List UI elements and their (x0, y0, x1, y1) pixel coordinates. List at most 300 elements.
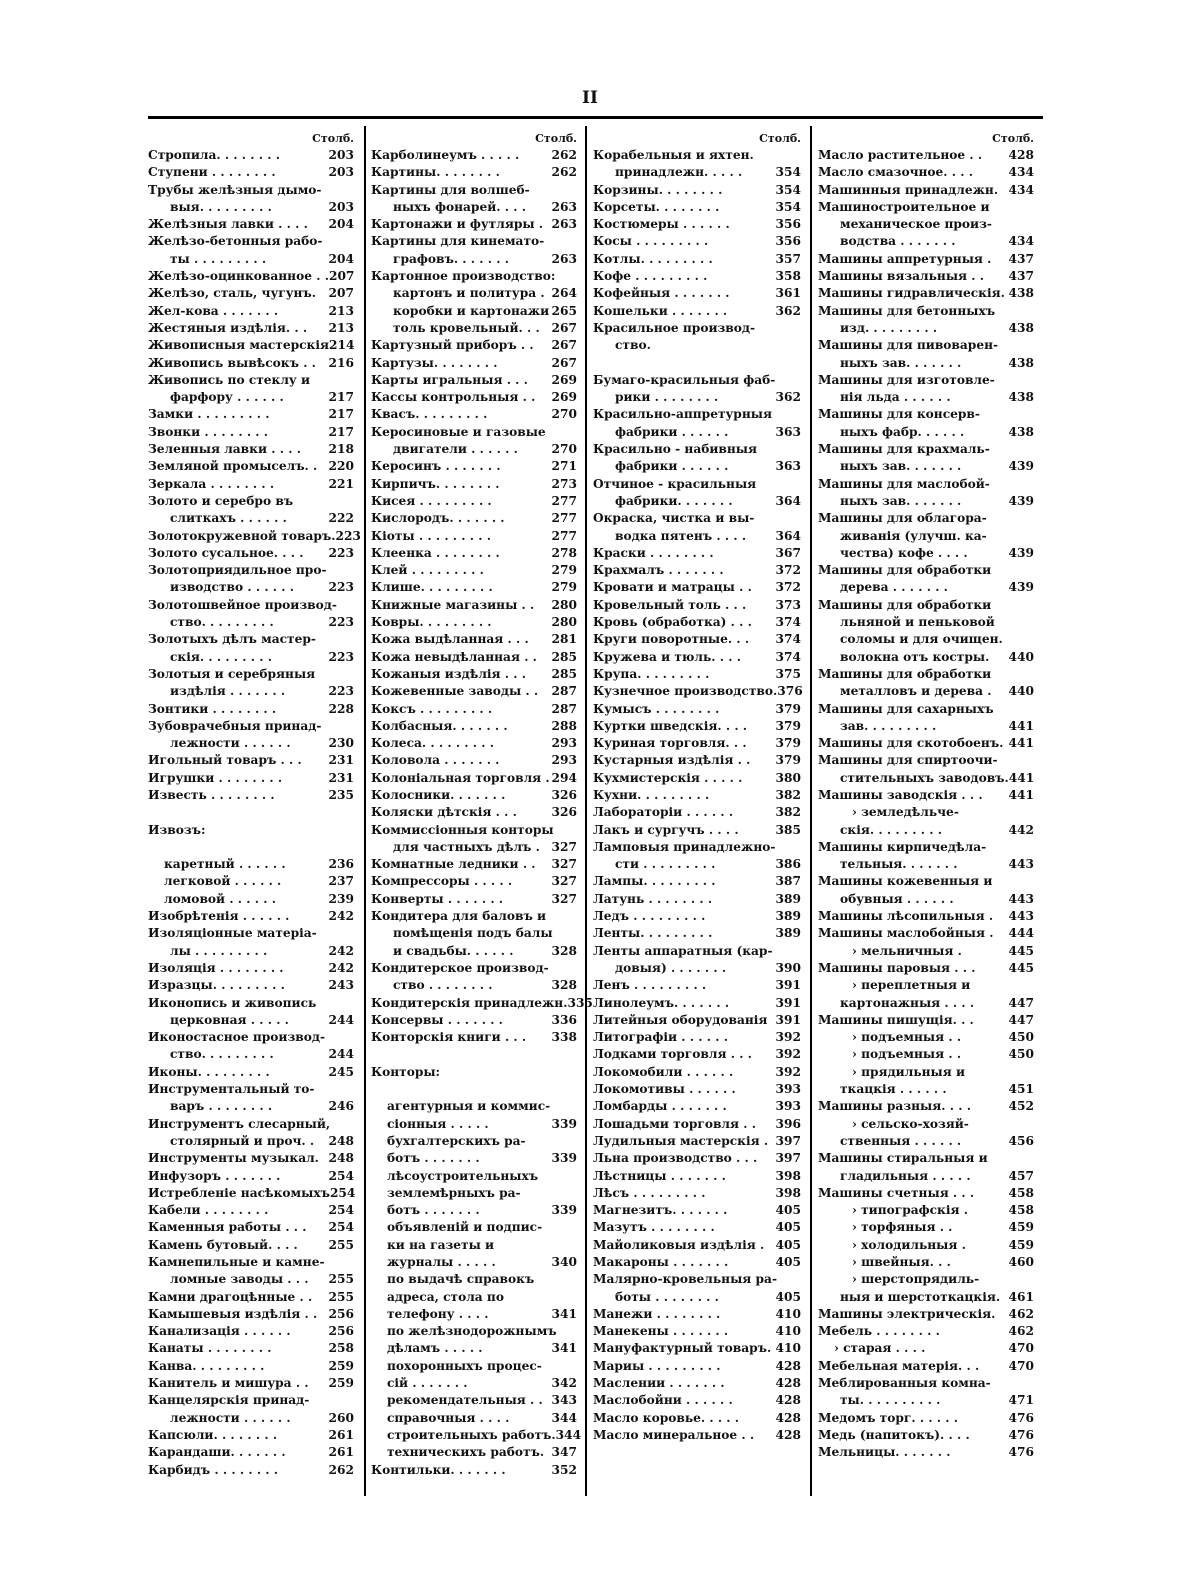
index-entry (148, 285, 354, 302)
entry-column-number: 456 (1008, 1133, 1034, 1148)
index-entry (818, 908, 1034, 925)
entry-label: Кофейныя . . . . . . . (593, 286, 730, 301)
entry-label: Малярно-кровельныя ра- (593, 1272, 778, 1287)
entry-column-number: 389 (775, 909, 801, 924)
index-entry (818, 1340, 1034, 1357)
index-entry (371, 1046, 577, 1063)
entry-label: двигатели . . . . . . (393, 442, 518, 457)
index-entry (818, 1427, 1034, 1444)
index-entry (818, 1185, 1034, 1202)
index-entry (593, 441, 801, 458)
entry-label: Ступени . . . . . . . . (148, 165, 276, 180)
index-entry (148, 164, 354, 181)
entry-label: соломы и для очищен. (840, 632, 1003, 647)
index-entry (148, 233, 354, 250)
index-entry (148, 545, 354, 562)
entry-label: ки на газеты и (387, 1237, 495, 1252)
entry-label: ство. (615, 338, 651, 353)
index-entry (818, 1150, 1034, 1167)
entry-column-number: 437 (1008, 269, 1034, 284)
entry-column-number: 387 (775, 874, 801, 889)
index-column-4 (818, 130, 1034, 1462)
index-entry (148, 458, 354, 475)
entry-label: Золотоприядильное про- (148, 563, 327, 578)
index-entry (371, 856, 577, 873)
entry-label: каретный . . . . . . (164, 857, 286, 872)
index-entry (593, 355, 801, 372)
index-entry (371, 960, 577, 977)
entry-label: Машины для обработки (818, 597, 992, 612)
entry-column-number: 277 (551, 493, 577, 508)
entry-column-number: 236 (328, 857, 354, 872)
index-entry (818, 545, 1034, 562)
entry-label: Кухни. . . . . . . . . (593, 787, 710, 802)
entry-label: Картузный приборъ . . (371, 338, 534, 353)
entry-column-number: 242 (328, 960, 354, 975)
entry-label: Колоніальная торговля . (371, 770, 550, 785)
entry-label: Литейныя оборудованія (593, 1012, 768, 1027)
index-entry (593, 1098, 801, 1115)
index-entry (148, 614, 354, 631)
index-entry (148, 1150, 354, 1167)
entry-label: Живопись по стеклу и (148, 372, 311, 387)
entry-label: Машины вязальныя . . (818, 269, 985, 284)
index-entry (818, 1323, 1034, 1340)
entry-column-number: 438 (1008, 286, 1034, 301)
column-heading: Столб. (535, 132, 577, 145)
entry-column-number: 447 (1008, 1012, 1034, 1027)
entry-label: › подъемныя . . (852, 1047, 962, 1062)
index-entry (593, 562, 801, 579)
entry-column-number: 218 (328, 442, 354, 457)
entry-label: Машины для консерв- (818, 407, 980, 422)
index-entry (148, 1271, 354, 1288)
index-entry (371, 683, 577, 700)
entry-column-number: 434 (1008, 234, 1034, 249)
column-divider (585, 126, 587, 1496)
entry-column-number: 457 (1008, 1168, 1034, 1183)
index-entry (371, 562, 577, 579)
index-entry (148, 337, 354, 354)
entry-label: агентурныя и коммис- (387, 1099, 551, 1114)
index-entry (818, 1046, 1034, 1063)
index-entry (593, 1254, 801, 1271)
entry-column-number: 339 (551, 1203, 577, 1218)
index-entry (371, 216, 577, 233)
entry-label: Живописныя мастерскія (148, 338, 329, 353)
index-entry (593, 1410, 801, 1427)
entry-column-number: 217 (328, 390, 354, 405)
entry-label: картонъ и политура . (393, 286, 545, 301)
entry-label: Кислородъ. . . . . . . (371, 511, 505, 526)
index-entry (148, 1462, 354, 1479)
entry-label: Канитель и мишура . . (148, 1376, 309, 1391)
index-entry (148, 1046, 354, 1063)
index-entry (818, 701, 1034, 718)
index-entry (593, 147, 801, 164)
entry-label: Кофе . . . . . . . . . (593, 269, 708, 284)
index-entry (593, 1237, 801, 1254)
index-entry (818, 1012, 1034, 1029)
entry-label: Колосники. . . . . . . (371, 787, 506, 802)
entry-label: лѣсоустроительныхъ (387, 1168, 539, 1183)
index-entry (593, 476, 801, 493)
entry-label: фабрики . . . . . . (615, 424, 729, 439)
index-entry (148, 752, 354, 769)
index-entry (818, 649, 1034, 666)
entry-label: гладильныя . . . . . (840, 1168, 971, 1183)
entry-column-number: 228 (328, 701, 354, 716)
index-entry (148, 1340, 354, 1357)
entry-column-number: 452 (1008, 1099, 1034, 1114)
entry-label: сти . . . . . . . . . (615, 857, 716, 872)
index-entry (148, 268, 354, 285)
entry-column-number: 393 (775, 1099, 801, 1114)
entry-label: Трубы желѣзныя дымо- (148, 182, 322, 197)
index-entry (818, 1168, 1034, 1185)
entry-column-number: 327 (551, 839, 577, 854)
entry-label: Книжные магазины . . (371, 597, 535, 612)
entry-label: Изобрѣтенія . . . . . . (148, 909, 290, 924)
index-entry (148, 666, 354, 683)
entry-column-number: 352 (551, 1462, 577, 1477)
entry-label: Жестяныя издѣлія. . . (148, 320, 308, 335)
entry-column-number: 410 (775, 1341, 801, 1356)
index-entry (818, 839, 1034, 856)
index-entry (818, 1444, 1034, 1461)
entry-label: Машины счетныя . . . (818, 1185, 975, 1200)
entry-column-number: 444 (1008, 926, 1034, 941)
index-entry (593, 1150, 801, 1167)
entry-label: Масло минеральное . . (593, 1427, 755, 1442)
entry-label: металловъ и дерева . (840, 684, 992, 699)
page-number: II (582, 88, 598, 108)
entry-column-number: 343 (551, 1393, 577, 1408)
entry-column-number: 362 (775, 303, 801, 318)
entry-label: рики . . . . . . . . (615, 390, 719, 405)
index-entry (818, 199, 1034, 216)
entry-label: Краски . . . . . . . . (593, 545, 714, 560)
entry-label: › холодильныя . (852, 1237, 966, 1252)
entry-column-number: 204 (328, 217, 354, 232)
index-entry (148, 1133, 354, 1150)
entry-column-number: 347 (551, 1445, 577, 1460)
index-entry (371, 1150, 577, 1167)
entry-label: Куртки шведскія. . . . (593, 718, 748, 733)
index-entry (818, 320, 1034, 337)
entry-column-number: 376 (777, 684, 803, 699)
index-entry (371, 389, 577, 406)
entry-label: Локомобили . . . . . . (593, 1064, 734, 1079)
index-entry (818, 337, 1034, 354)
entry-label: водства . . . . . . . (840, 234, 956, 249)
entry-column-number: 439 (1008, 580, 1034, 595)
entry-label: Кассы контрольныя . . (371, 390, 536, 405)
entry-label: Ленты аппаратныя (кар- (593, 943, 773, 958)
entry-column-number: 270 (551, 442, 577, 457)
entry-label: и свадьбы. . . . . . (393, 943, 514, 958)
index-entry (371, 1081, 577, 1098)
index-entry (593, 701, 801, 718)
entry-column-number: 248 (328, 1151, 354, 1166)
index-entry (148, 977, 354, 994)
entry-column-number: 269 (551, 390, 577, 405)
top-rule (148, 116, 1043, 119)
entry-label: Машины для сахарныхъ (818, 701, 994, 716)
entry-label: Масло смазочное. . . . (818, 165, 974, 180)
index-entry (371, 701, 577, 718)
entry-label: Мельницы. . . . . . . (818, 1445, 951, 1460)
entry-label: Корабельныя и яхтен. (593, 148, 754, 162)
entry-column-number: 279 (551, 580, 577, 595)
index-entry (148, 1168, 354, 1185)
entry-column-number: 439 (1008, 545, 1034, 560)
entry-label: Машины для скотобоенъ. (818, 736, 1004, 751)
index-entry (371, 1185, 577, 1202)
entry-label: Камни драгоцѣнные . . (148, 1289, 313, 1304)
index-entry (593, 545, 801, 562)
entry-label: Локомотивы . . . . . . (593, 1082, 736, 1097)
entry-label: чества) кофе . . . . (840, 545, 968, 560)
index-entry (818, 303, 1034, 320)
index-entry (593, 1202, 801, 1219)
entry-label: › земледѣльче- (852, 805, 959, 820)
index-entry (371, 1427, 582, 1444)
entry-column-number: 341 (551, 1341, 577, 1356)
index-entry (371, 1098, 577, 1115)
entry-column-number: 379 (775, 753, 801, 768)
entry-label: Ковры. . . . . . . . . (371, 615, 492, 630)
entry-label: Конторскія книги . . . (371, 1030, 527, 1045)
index-entry (371, 1340, 577, 1357)
entry-column-number: 230 (328, 736, 354, 751)
index-entry (371, 1289, 577, 1306)
entry-label: толь кровельный. . . (393, 320, 540, 335)
index-entry (371, 839, 577, 856)
entry-column-number: 389 (775, 926, 801, 941)
entry-label: ственныя . . . . . . (840, 1133, 962, 1148)
entry-label: Изразцы. . . . . . . . . (148, 978, 285, 993)
entry-column-number: 438 (1008, 355, 1034, 370)
index-entry (148, 1202, 354, 1219)
entry-column-number: 428 (775, 1427, 801, 1442)
index-entry (371, 752, 577, 769)
index-entry (818, 510, 1034, 527)
entry-label: изводство . . . . . . (170, 580, 295, 595)
index-entry (148, 199, 354, 216)
entry-column-number: 207 (328, 286, 354, 301)
entry-label: ботъ . . . . . . . (387, 1151, 480, 1166)
entry-label: Клей . . . . . . . . . (371, 563, 484, 578)
index-entry (371, 320, 577, 337)
index-entry (371, 337, 577, 354)
entry-column-number: 470 (1008, 1358, 1034, 1373)
entry-column-number: 326 (551, 805, 577, 820)
entry-column-number: 280 (551, 615, 577, 630)
entry-column-number: 326 (551, 787, 577, 802)
index-entry (593, 977, 801, 994)
index-entry (371, 1012, 577, 1029)
entry-label: Клеенка . . . . . . . . (371, 545, 500, 560)
index-entry (593, 1046, 801, 1063)
entry-label: Машины разныя. . . . (818, 1099, 971, 1114)
index-entry (148, 701, 354, 718)
entry-label: ныхъ фонарей. . . . (393, 199, 526, 214)
entry-column-number: 434 (1008, 165, 1034, 180)
entry-label: Машины для обработки (818, 563, 992, 578)
entry-label: сіонныя . . . . . (387, 1116, 489, 1131)
index-entry (593, 424, 801, 441)
entry-column-number: 410 (775, 1306, 801, 1321)
entry-column-number: 354 (775, 199, 801, 214)
entry-label: объявленій и подпис- (387, 1220, 543, 1235)
index-entry (593, 649, 801, 666)
index-entry (371, 1358, 577, 1375)
index-entry (371, 804, 577, 821)
index-entry (593, 164, 801, 181)
entry-label: › старая . . . . (834, 1341, 926, 1356)
entry-label: Красильно - набивныя (593, 442, 758, 457)
index-entry (593, 873, 801, 890)
index-entry (371, 1254, 577, 1271)
entry-label: Кондитерскія принадлежн. (371, 995, 568, 1010)
entry-label: Ламповыя принадлежно- (593, 839, 776, 854)
index-entry (593, 1116, 801, 1133)
entry-label: ботъ . . . . . . . (387, 1203, 480, 1218)
entry-label: Машины пишущія. . . (818, 1012, 974, 1027)
entry-label: Косы . . . . . . . . . (593, 234, 709, 249)
entry-column-number: 217 (328, 407, 354, 422)
entry-label: Льна производство . . . (593, 1151, 758, 1166)
entry-column-number: 363 (775, 424, 801, 439)
entry-label: издѣлія . . . . . . . (170, 684, 286, 699)
entry-label: Манекены . . . . . . . (593, 1324, 729, 1339)
entry-column-number: 267 (551, 320, 577, 335)
index-entry (818, 164, 1034, 181)
entry-label: льняной и пеньковой (840, 615, 995, 630)
entry-label: похоронныхъ процес- (387, 1358, 542, 1373)
entry-column-number: 356 (775, 217, 801, 232)
index-entry (593, 1029, 801, 1046)
index-entry (818, 1271, 1034, 1288)
entry-label: Кабели . . . . . . . . (148, 1203, 269, 1218)
index-entry (371, 649, 577, 666)
entry-column-number: 441 (1008, 787, 1034, 802)
index-entry (818, 614, 1034, 631)
entry-column-number: 213 (328, 303, 354, 318)
entry-label: волокна отъ костры. (840, 649, 990, 664)
entry-label: Кіоты . . . . . . . . . (371, 528, 491, 543)
index-entry (593, 683, 801, 700)
index-entry (593, 1133, 801, 1150)
index-entry (371, 614, 577, 631)
entry-label: Майоликовыя издѣлія . (593, 1237, 765, 1252)
entry-column-number: 354 (775, 165, 801, 180)
index-entry (593, 1081, 801, 1098)
entry-column-number: 462 (1008, 1306, 1034, 1321)
entry-column-number: 476 (1008, 1427, 1034, 1442)
entry-label: Жел-кова . . . . . . . (148, 303, 279, 318)
index-entry (148, 424, 354, 441)
entry-label: Золотокружевной товаръ. (148, 528, 336, 543)
index-entry (593, 303, 801, 320)
entry-column-number: 203 (328, 199, 354, 214)
entry-label: Машины для бетонныхъ (818, 303, 996, 318)
index-entry (593, 735, 801, 752)
entry-label: Колбасныя. . . . . . . (371, 718, 508, 733)
entry-label: Бумаго-красильныя фаб- (593, 372, 776, 387)
index-entry (593, 528, 801, 545)
entry-column-number: 438 (1008, 390, 1034, 405)
entry-label: ныхъ зав. . . . . . . (840, 493, 962, 508)
entry-column-number: 379 (775, 736, 801, 751)
index-entry (818, 1358, 1034, 1375)
entry-column-number: 262 (551, 165, 577, 180)
entry-label: Канализація . . . . . . (148, 1324, 291, 1339)
entry-label: адреса, стола по (387, 1289, 504, 1304)
entry-label: Золото и серебро въ (148, 493, 294, 508)
index-entry (593, 839, 801, 856)
index-entry (371, 441, 577, 458)
entry-label: коробки и картонажи (393, 303, 550, 318)
entry-column-number: 445 (1008, 960, 1034, 975)
index-entry (148, 1116, 354, 1133)
entry-label: Карболинеумъ . . . . . (371, 148, 520, 162)
entry-column-number: 255 (328, 1237, 354, 1252)
entry-column-number: 397 (775, 1151, 801, 1166)
column-divider (364, 126, 366, 1496)
entry-column-number: 357 (775, 251, 801, 266)
entry-column-number: 459 (1008, 1237, 1034, 1252)
index-entry (818, 1254, 1034, 1271)
entry-column-number: 440 (1008, 649, 1034, 664)
index-entry (371, 995, 593, 1012)
entry-label: Литографіи . . . . . . (593, 1030, 728, 1045)
entry-column-number: 364 (775, 528, 801, 543)
entry-label: выя. . . . . . . . . (170, 199, 272, 214)
entry-column-number: 442 (1008, 822, 1034, 837)
entry-label: землемѣрныхъ ра- (387, 1185, 521, 1200)
entry-column-number: 293 (551, 736, 577, 751)
index-entry (371, 1219, 577, 1236)
entry-column-number: 248 (328, 1133, 354, 1148)
entry-label: Масло коровье. . . . . (593, 1410, 740, 1425)
entry-column-number: 254 (328, 1168, 354, 1183)
entry-column-number: 392 (775, 1030, 801, 1045)
entry-label: скія. . . . . . . . . (840, 822, 942, 837)
index-entry (818, 1237, 1034, 1254)
entry-label: столярный и проч. . (170, 1133, 315, 1148)
entry-column-number: 428 (1008, 148, 1034, 162)
entry-column-number: 372 (775, 580, 801, 595)
index-entry (371, 406, 577, 423)
entry-column-number: 263 (551, 251, 577, 266)
entry-column-number: 223 (328, 615, 354, 630)
index-entry (148, 1254, 354, 1271)
entry-column-number: 438 (1008, 424, 1034, 439)
entry-label: Ленъ . . . . . . . . . (593, 978, 707, 993)
entry-column-number: 405 (775, 1203, 801, 1218)
index-entry (593, 1340, 801, 1357)
entry-label: › швейныя. . . (852, 1255, 951, 1269)
entry-column-number: 328 (551, 943, 577, 958)
entry-label: лежности . . . . . . (170, 1410, 291, 1425)
entry-column-number: 459 (1008, 1220, 1034, 1235)
index-entry (818, 770, 1034, 787)
entry-label: Инструментальный то- (148, 1082, 315, 1097)
index-entry (818, 285, 1034, 302)
index-entry (371, 424, 577, 441)
